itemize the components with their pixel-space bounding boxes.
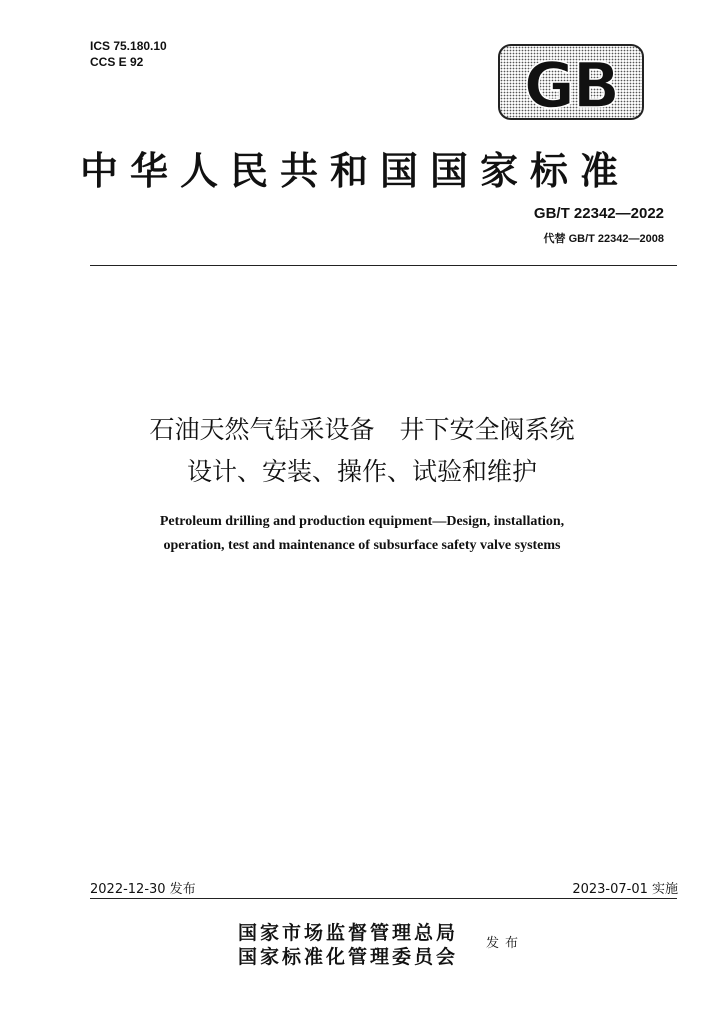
bottom-divider	[90, 898, 677, 899]
top-divider	[90, 265, 677, 266]
issuer-line-1: 国家市场监督管理总局	[238, 922, 459, 944]
chinese-title-line-1: 石油天然气钻采设备 井下安全阀系统	[149, 415, 575, 444]
issue-date: 2022-12-30 发布	[90, 882, 196, 897]
issuing-authority-title: 中华人民共和国国家标准	[80, 148, 631, 193]
gb-logo	[497, 43, 645, 121]
publish-label: 发布	[486, 936, 525, 951]
issuer-line-2: 国家标准化管理委员会	[238, 946, 459, 968]
chinese-title-line-2: 设计、安装、操作、试验和维护	[186, 457, 537, 486]
standard-number: GB/T 22342—2022	[533, 205, 664, 222]
classification-codes	[90, 38, 167, 70]
ics-code: ICS 75.180.10	[90, 39, 167, 53]
svg-text:GB: GB	[523, 49, 619, 121]
ccs-code: CCS E 92	[90, 55, 144, 69]
implementation-date: 2023-07-01 实施	[572, 882, 678, 897]
english-title-line-2: operation, test and maintenance of subsurface safety valve systems	[163, 538, 561, 553]
english-title-line-1: Petroleum drilling and production equipment—Design, installation,	[159, 514, 565, 529]
replaces-standard: 代替 GB/T 22342—2008	[543, 233, 664, 245]
